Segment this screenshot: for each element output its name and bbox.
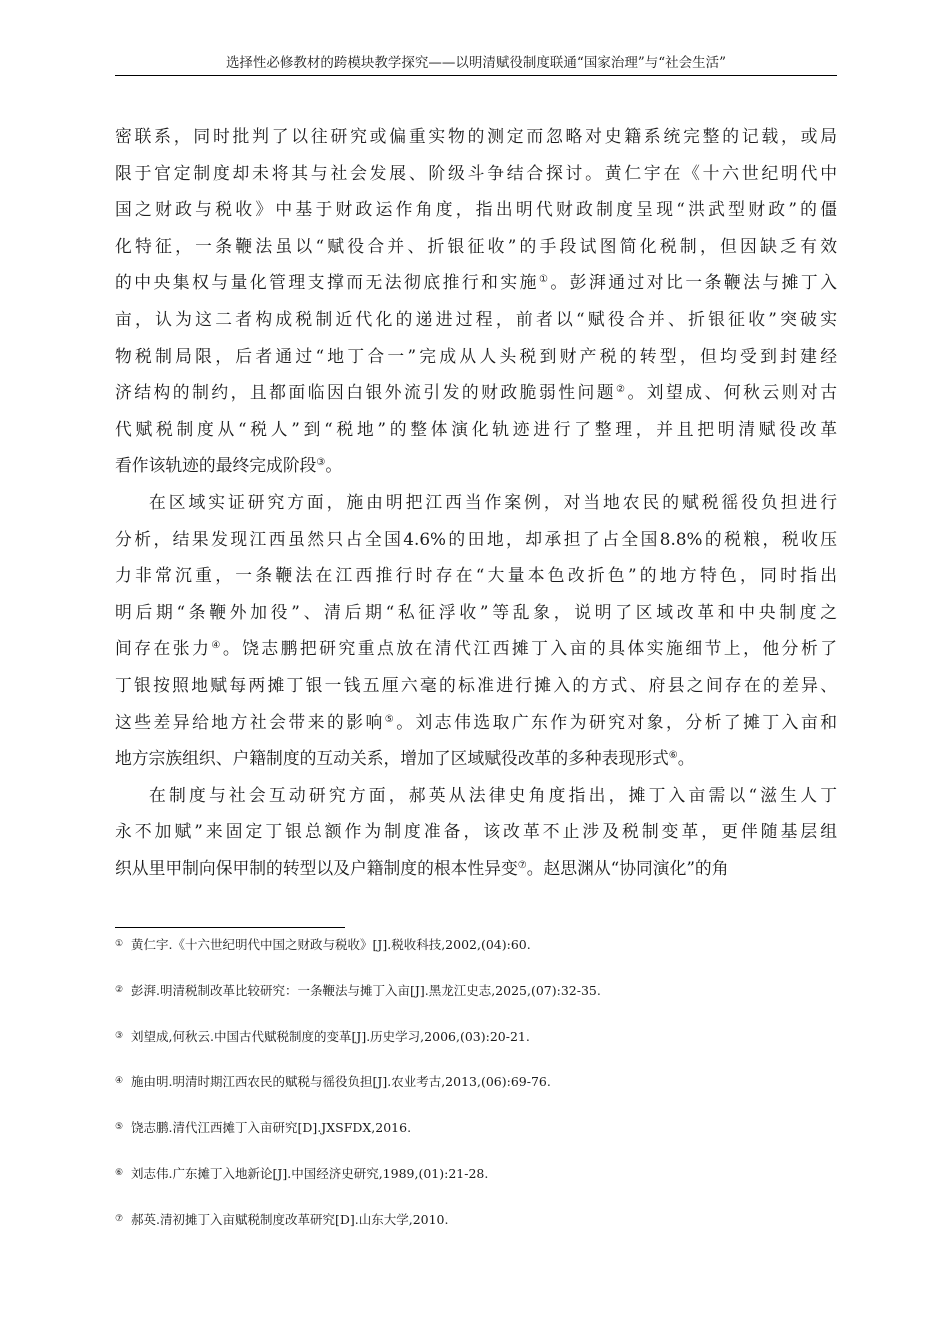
text-segment: 在区域实证研究方面，施由明把江西当作案例，对当地农民的赋税徭役负担进行: [149, 491, 837, 512]
footnote: [115, 931, 837, 977]
footnote-text: 饶志鹏.清代江西摊丁入亩研究[D].JXSFDX,2016.: [131, 1120, 412, 1136]
text-segment: 限于官定制度却未将其与社会发展、阶级斗争结合探讨。黄仁宇在《十六世纪明代中: [115, 162, 837, 183]
text-segment: 亩，认为这二者构成税制近代化的递进过程，前者以“赋役合并、折银征收”突破实: [115, 308, 837, 329]
footnote-text: 黄仁宇.《十六世纪明代中国之财政与税收》[J].税收科技,2002,(04):60.: [131, 937, 531, 952]
text-line: [115, 777, 837, 814]
text-segment: 力非常沉重，一条鞭法在江西推行时存在“大量本色改折色”的地方特色，同时指出: [115, 565, 837, 586]
footnote-mark: ④: [115, 1076, 124, 1087]
text-line: [115, 228, 837, 265]
text-segment: 永不加赋”来固定丁银总额作为制度准备，该改革不止涉及税制变革，更伴随基层组: [115, 821, 837, 842]
text-segment: 织从里甲制向保甲制的转型以及户籍制度的根本性异变: [115, 857, 518, 878]
text-segment: 代赋税制度从“税人”到“税地”的整体演化轨迹进行了整理，并且把明清赋役改革: [115, 418, 837, 439]
footnote-reference: ⑤: [384, 713, 397, 725]
footnote-reference: ⑥: [668, 750, 678, 762]
footnote: [115, 1114, 837, 1160]
footnote-mark: ⑥: [115, 1167, 124, 1178]
footnote-text: 施由明.明清时期江西农民的赋税与徭役负担[J].农业考古,2013,(06):69-76.: [131, 1074, 551, 1090]
text-segment: 密联系，同时批判了以往研究或偏重实物的测定而忽略对史籍系统完整的记载，或局: [115, 126, 837, 146]
text-segment: 。刘望成、何秋云则对古: [627, 382, 837, 403]
paragraph: [115, 777, 837, 887]
footnote-separator: [115, 927, 345, 928]
text-line: [115, 630, 837, 667]
footnote-mark: ③: [115, 1030, 124, 1041]
text-line: [115, 850, 837, 887]
footnote-mark: ⑤: [115, 1122, 124, 1133]
text-line: [115, 557, 837, 594]
paragraph: [115, 484, 837, 777]
footnote: [115, 977, 837, 1023]
text-segment: 。饶志鹏把研究重点放在清代江西摊丁入亩的具体实施细节上，他分析了: [222, 638, 837, 659]
text-line: [115, 667, 837, 704]
paragraph: [115, 118, 837, 484]
text-segment: 。: [325, 455, 343, 476]
text-line: [115, 118, 837, 155]
text-segment: 的中央集权与量化管理支撑而无法彻底推行和实施: [115, 272, 539, 293]
footnote-reference: ④: [211, 640, 223, 652]
text-line: [115, 740, 837, 777]
text-line: [115, 813, 837, 850]
text-segment: 这些差异给地方社会带来的影响: [115, 711, 385, 732]
body-text: [115, 118, 837, 886]
text-segment: 。赵思渊从“协同演化”的角: [526, 857, 729, 878]
text-segment: 明后期“条鞭外加役”、清后期“私征浮收”等乱象，说明了区域改革和中央制度之: [115, 601, 837, 622]
text-segment: 。彭湃通过对比一条鞭法与摊丁入: [550, 272, 837, 293]
text-line: [115, 338, 837, 375]
footnote-reference: ③: [316, 457, 326, 469]
text-line: [115, 447, 837, 484]
text-line: [115, 594, 837, 631]
text-line: [115, 521, 837, 558]
footnote: [115, 1068, 837, 1114]
footnote-reference: ⑦: [517, 859, 527, 871]
running-header: 选择性必修教材的跨模块教学探究——以明清赋役制度联通“国家治理”与“社会生活”: [225, 55, 727, 71]
text-line: [115, 374, 837, 411]
text-segment: 物税制局限，后者通过“地丁合一”完成从人头税到财产税的转型，但均受到封建经: [115, 345, 837, 366]
text-segment: 地方宗族组织、户籍制度的互动关系，增加了区域赋役改革的多种表现形式: [115, 748, 669, 769]
text-segment: 国之财政与税收》中基于财政运作角度，指出明代财政制度呈现“洪武型财政”的僵: [115, 199, 837, 220]
footnote-text: 彭湃.明清税制改革比较研究：一条鞭法与摊丁入亩[J].黑龙江史志,2025,(07):32-35.: [131, 982, 601, 998]
text-segment: 分析，结果发现江西虽然只占全国4.6%的田地，却承担了占全国8.8%的税粮，税收压: [115, 528, 837, 549]
footnote: [115, 1023, 837, 1069]
footnote: [115, 1160, 837, 1206]
text-line: [115, 411, 837, 448]
text-line: [115, 704, 837, 741]
text-segment: 看作该轨迹的最终完成阶段: [115, 455, 317, 476]
text-line: [115, 191, 837, 228]
header-rule: [115, 75, 837, 76]
footnote-text: 刘志伟.广东摊丁入地新论[J].中国经济史研究,1989,(01):21-28.: [131, 1165, 489, 1181]
text-line: [115, 484, 837, 521]
text-segment: 化特征，一条鞭法虽以“赋役合并、折银征收”的手段试图简化税制，但因缺乏有效: [115, 235, 837, 256]
footnotes: [115, 931, 837, 1252]
footnote-reference: ②: [616, 384, 628, 396]
footnote-mark: ①: [115, 939, 124, 949]
text-segment: 间存在张力: [115, 638, 212, 659]
footnote-text: 刘望成,何秋云.中国古代赋税制度的变革[J].历史学习,2006,(03):20-21.: [131, 1028, 530, 1044]
footnote-mark: ⑦: [115, 1213, 124, 1224]
footnote-reference: ①: [538, 274, 551, 286]
text-line: [115, 264, 837, 301]
footnote-text: 郝英.清初摊丁入亩赋税制度改革研究[D].山东大学,2010.: [131, 1211, 449, 1227]
text-segment: 在制度与社会互动研究方面，郝英从法律史角度指出，摊丁入亩需以“滋生人丁: [149, 784, 837, 805]
text-line: [115, 155, 837, 192]
text-segment: 。刘志伟选取广东作为研究对象，分析了摊丁入亩和: [396, 711, 837, 732]
footnote-mark: ②: [115, 984, 124, 995]
text-segment: 。: [677, 748, 695, 769]
text-segment: 丁银按照地赋每两摊丁银一钱五厘六毫的标准进行摊入的方式、府县之间存在的差异、: [115, 674, 837, 695]
text-segment: 济结构的制约，且都面临因白银外流引发的财政脆弱性问题: [115, 382, 617, 403]
text-line: [115, 301, 837, 338]
footnote: [115, 1206, 837, 1252]
